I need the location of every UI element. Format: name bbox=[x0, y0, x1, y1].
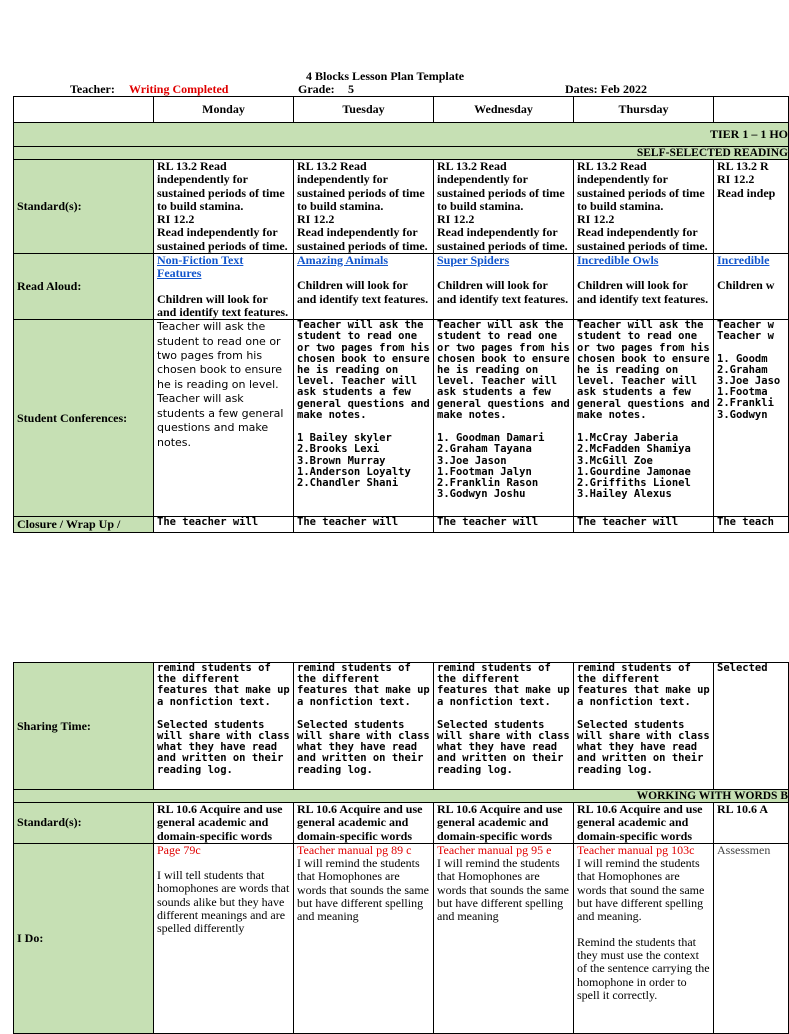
standards-cell: RL 13.2 Read independently for sustained periods of time to build stamina. RI 12.2 Read independently for sustained periods of time. bbox=[294, 160, 434, 254]
book-link[interactable]: Super Spiders bbox=[437, 253, 510, 268]
ido-page-ref: Teacher manual pg 103c bbox=[577, 842, 695, 857]
student-name: 1.Gourdine Jamonae bbox=[577, 465, 691, 478]
row-label-ido: I Do: bbox=[14, 843, 154, 1033]
ido-page-ref: Teacher manual pg 95 e bbox=[437, 842, 552, 857]
student-name: 2.Griffiths Lionel bbox=[577, 476, 691, 489]
read-aloud-cell: Non-Fiction Text Features Children will look for and identify text features. bbox=[154, 254, 294, 320]
sharing-cell-friday: Selected bbox=[714, 663, 789, 790]
row-label-standards: Standard(s): bbox=[14, 160, 154, 254]
standards-cell: RL 13.2 Read independently for sustained periods of time to build stamina. RI 12.2 Read independently for sustained periods of time. bbox=[574, 160, 714, 254]
student-name: 2.McFadden Shamiya bbox=[577, 443, 691, 456]
standards-cell: RL 13.2 Read independently for sustained periods of time to build stamina. RI 12.2 Read independently for sustained periods of time. bbox=[434, 160, 574, 254]
student-name: 1.McCray Jaberia bbox=[577, 432, 679, 445]
book-link[interactable]: Incredible Owls bbox=[577, 253, 659, 268]
corner-cell bbox=[14, 97, 154, 123]
lesson-plan-table-page-2 bbox=[13, 662, 789, 1034]
book-link[interactable]: Non-Fiction Text Features bbox=[157, 253, 244, 281]
day-monday: Monday bbox=[154, 97, 294, 123]
day-thursday: Thursday bbox=[574, 97, 714, 123]
reading-band: SELF-SELECTED READING bbox=[14, 147, 789, 160]
row-label-standards-2: Standard(s): bbox=[14, 803, 154, 844]
standards-2-cell: RL 10.6 Acquire and use general academic and domain-specific words bbox=[154, 803, 294, 844]
conference-cell: Teacher will ask the student to read one or two pages from his chosen book to ensure he is reading on level. Teacher will ask students a few general questions and make notes. 1. Goodman Damari 2.Graham Tayana 3.Joe Jason 1.Footman Jalyn 2.Franklin Rason 3.Godwyn Joshu bbox=[434, 320, 574, 517]
standards-2-cell-friday: RL 10.6 A bbox=[714, 803, 789, 844]
grade-value: 5 bbox=[348, 82, 354, 96]
conference-cell-friday: Teacher w Teacher w 1. Goodm 2.Graham 3.Joe Jaso 1.Footma 2.Frankli 3.Godwyn bbox=[714, 320, 789, 517]
closure-cell: The teacher will bbox=[434, 517, 574, 533]
student-name: 1 Bailey skyler bbox=[297, 432, 392, 445]
ido-cell: Teacher manual pg 89 c I will remind the students that Homophones are words that sounds the same but have different spelling and meaning bbox=[294, 843, 434, 1033]
student-name: 1. Goodman Damari bbox=[437, 432, 545, 445]
student-name: 2.Chandler Shani bbox=[297, 476, 399, 489]
ido-page-ref: Page 79c bbox=[157, 842, 201, 857]
row-label-closure: Closure / Wrap Up / bbox=[14, 517, 154, 533]
student-name: 1.Footman Jalyn bbox=[437, 465, 532, 478]
words-band: WORKING WITH WORDS B bbox=[14, 790, 789, 803]
teacher-value: Writing Completed bbox=[129, 82, 229, 96]
grade-label: Grade: bbox=[298, 82, 335, 96]
student-name: 3.Joe Jason bbox=[437, 454, 507, 467]
standards-2-cell: RL 10.6 Acquire and use general academic and domain-specific words bbox=[294, 803, 434, 844]
day-tuesday: Tuesday bbox=[294, 97, 434, 123]
conference-cell: Teacher will ask the student to read one or two pages from his chosen book to ensure he is reading on level. Teacher will ask students a few general questions and make notes. 1 Bailey skyler 2.Brooks Lexi 3.Brown Murray 1.Anderson Loyalty 2.Chandler Shani bbox=[294, 320, 434, 517]
day-friday-cut bbox=[714, 97, 789, 123]
closure-cell: The teacher will bbox=[154, 517, 294, 533]
standards-cell-friday: RL 13.2 R RI 12.2 Read indep bbox=[714, 160, 789, 254]
student-name: 3.Hailey Alexus bbox=[577, 488, 672, 501]
read-aloud-cell: Amazing Animals Children will look for and identify text features. bbox=[294, 254, 434, 320]
student-name: 2.Franklin Rason bbox=[437, 476, 539, 489]
standards-cell: RL 13.2 Read independently for sustained periods of time to build stamina. RI 12.2 Read independently for sustained periods of time. bbox=[154, 160, 294, 254]
lesson-plan-title: 4 Blocks Lesson Plan Template bbox=[306, 69, 465, 83]
lesson-plan-table-page-1 bbox=[13, 96, 789, 533]
read-aloud-cell: Incredible Owls Children will look for and identify text features. bbox=[574, 254, 714, 320]
tier-band: TIER 1 – 1 HO bbox=[14, 123, 789, 147]
row-label-read-aloud: Read Aloud: bbox=[14, 254, 154, 320]
student-name: 1.Anderson Loyalty bbox=[297, 465, 411, 478]
closure-cell: The teacher will bbox=[574, 517, 714, 533]
conference-cell: Teacher will ask the student to read one or two pages from his chosen book to ensure he is reading on level. Teacher will ask students a few general questions and make notes. bbox=[154, 320, 294, 517]
ido-page-ref: Teacher manual pg 89 c bbox=[297, 842, 412, 857]
day-wednesday: Wednesday bbox=[434, 97, 574, 123]
student-name: 3.McGill Zoe bbox=[577, 454, 653, 467]
student-name: 2.Brooks Lexi bbox=[297, 443, 380, 456]
read-aloud-cell: Super Spiders Children will look for and identify text features. bbox=[434, 254, 574, 320]
book-link[interactable]: Incredible bbox=[717, 253, 770, 268]
ido-cell: Teacher manual pg 103c I will remind the students that Homophones are words that sound the same but have different spelling and meaning. Remind the students that they must use the context of the sentence carrying the homophone in order to spell it correctly. bbox=[574, 843, 714, 1033]
row-label-conferences: Student Conferences: bbox=[14, 320, 154, 517]
ido-cell: Page 79c I will tell students that homophones are words that sounds alike but they have different meanings and are spelled differently bbox=[154, 843, 294, 1033]
book-link[interactable]: Amazing Animals bbox=[297, 253, 389, 268]
row-label-sharing: Sharing Time: bbox=[14, 663, 154, 790]
ido-cell: Teacher manual pg 95 e I will remind the students that Homophones are words that sounds the same but have different spelling and meaning bbox=[434, 843, 574, 1033]
conference-cell: Teacher will ask the student to read one or two pages from his chosen book to ensure he is reading on level. Teacher will ask students a few general questions and make notes. 1.McCray Jaberia 2.McFadden Shamiya 3.McGill Zoe 1.Gourdine Jamonae 2.Griffiths Lionel 3.Hailey Alexus bbox=[574, 320, 714, 517]
student-name: 3.Brown Murray bbox=[297, 454, 386, 467]
standards-2-cell: RL 10.6 Acquire and use general academic and domain-specific words bbox=[434, 803, 574, 844]
student-name: 2.Graham Tayana bbox=[437, 443, 532, 456]
read-aloud-cell-friday: Incredible Children w bbox=[714, 254, 789, 320]
closure-cell: The teacher will bbox=[294, 517, 434, 533]
dates-label: Dates: Feb 2022 bbox=[565, 82, 647, 96]
sharing-cell: remind students of the different features that make up a nonfiction text. Selected students will share with class what they have read and written on their reading log. bbox=[574, 663, 714, 790]
teacher-label: Teacher: bbox=[70, 82, 115, 96]
ido-cell-friday: Assessmen bbox=[714, 843, 789, 1033]
sharing-cell: remind students of the different features that make up a nonfiction text. Selected students will share with class what they have read and written on their reading log. bbox=[294, 663, 434, 790]
closure-cell-friday: The teach bbox=[714, 517, 789, 533]
sharing-cell: remind students of the different features that make up a nonfiction text. Selected students will share with class what they have read and written on their reading log. bbox=[154, 663, 294, 790]
student-name: 3.Godwyn Joshu bbox=[437, 488, 526, 501]
day-header-row bbox=[14, 97, 789, 123]
standards-2-cell: RL 10.6 Acquire and use general academic and domain-specific words bbox=[574, 803, 714, 844]
sharing-cell: remind students of the different features that make up a nonfiction text. Selected students will share with class what they have read and written on their reading log. bbox=[434, 663, 574, 790]
